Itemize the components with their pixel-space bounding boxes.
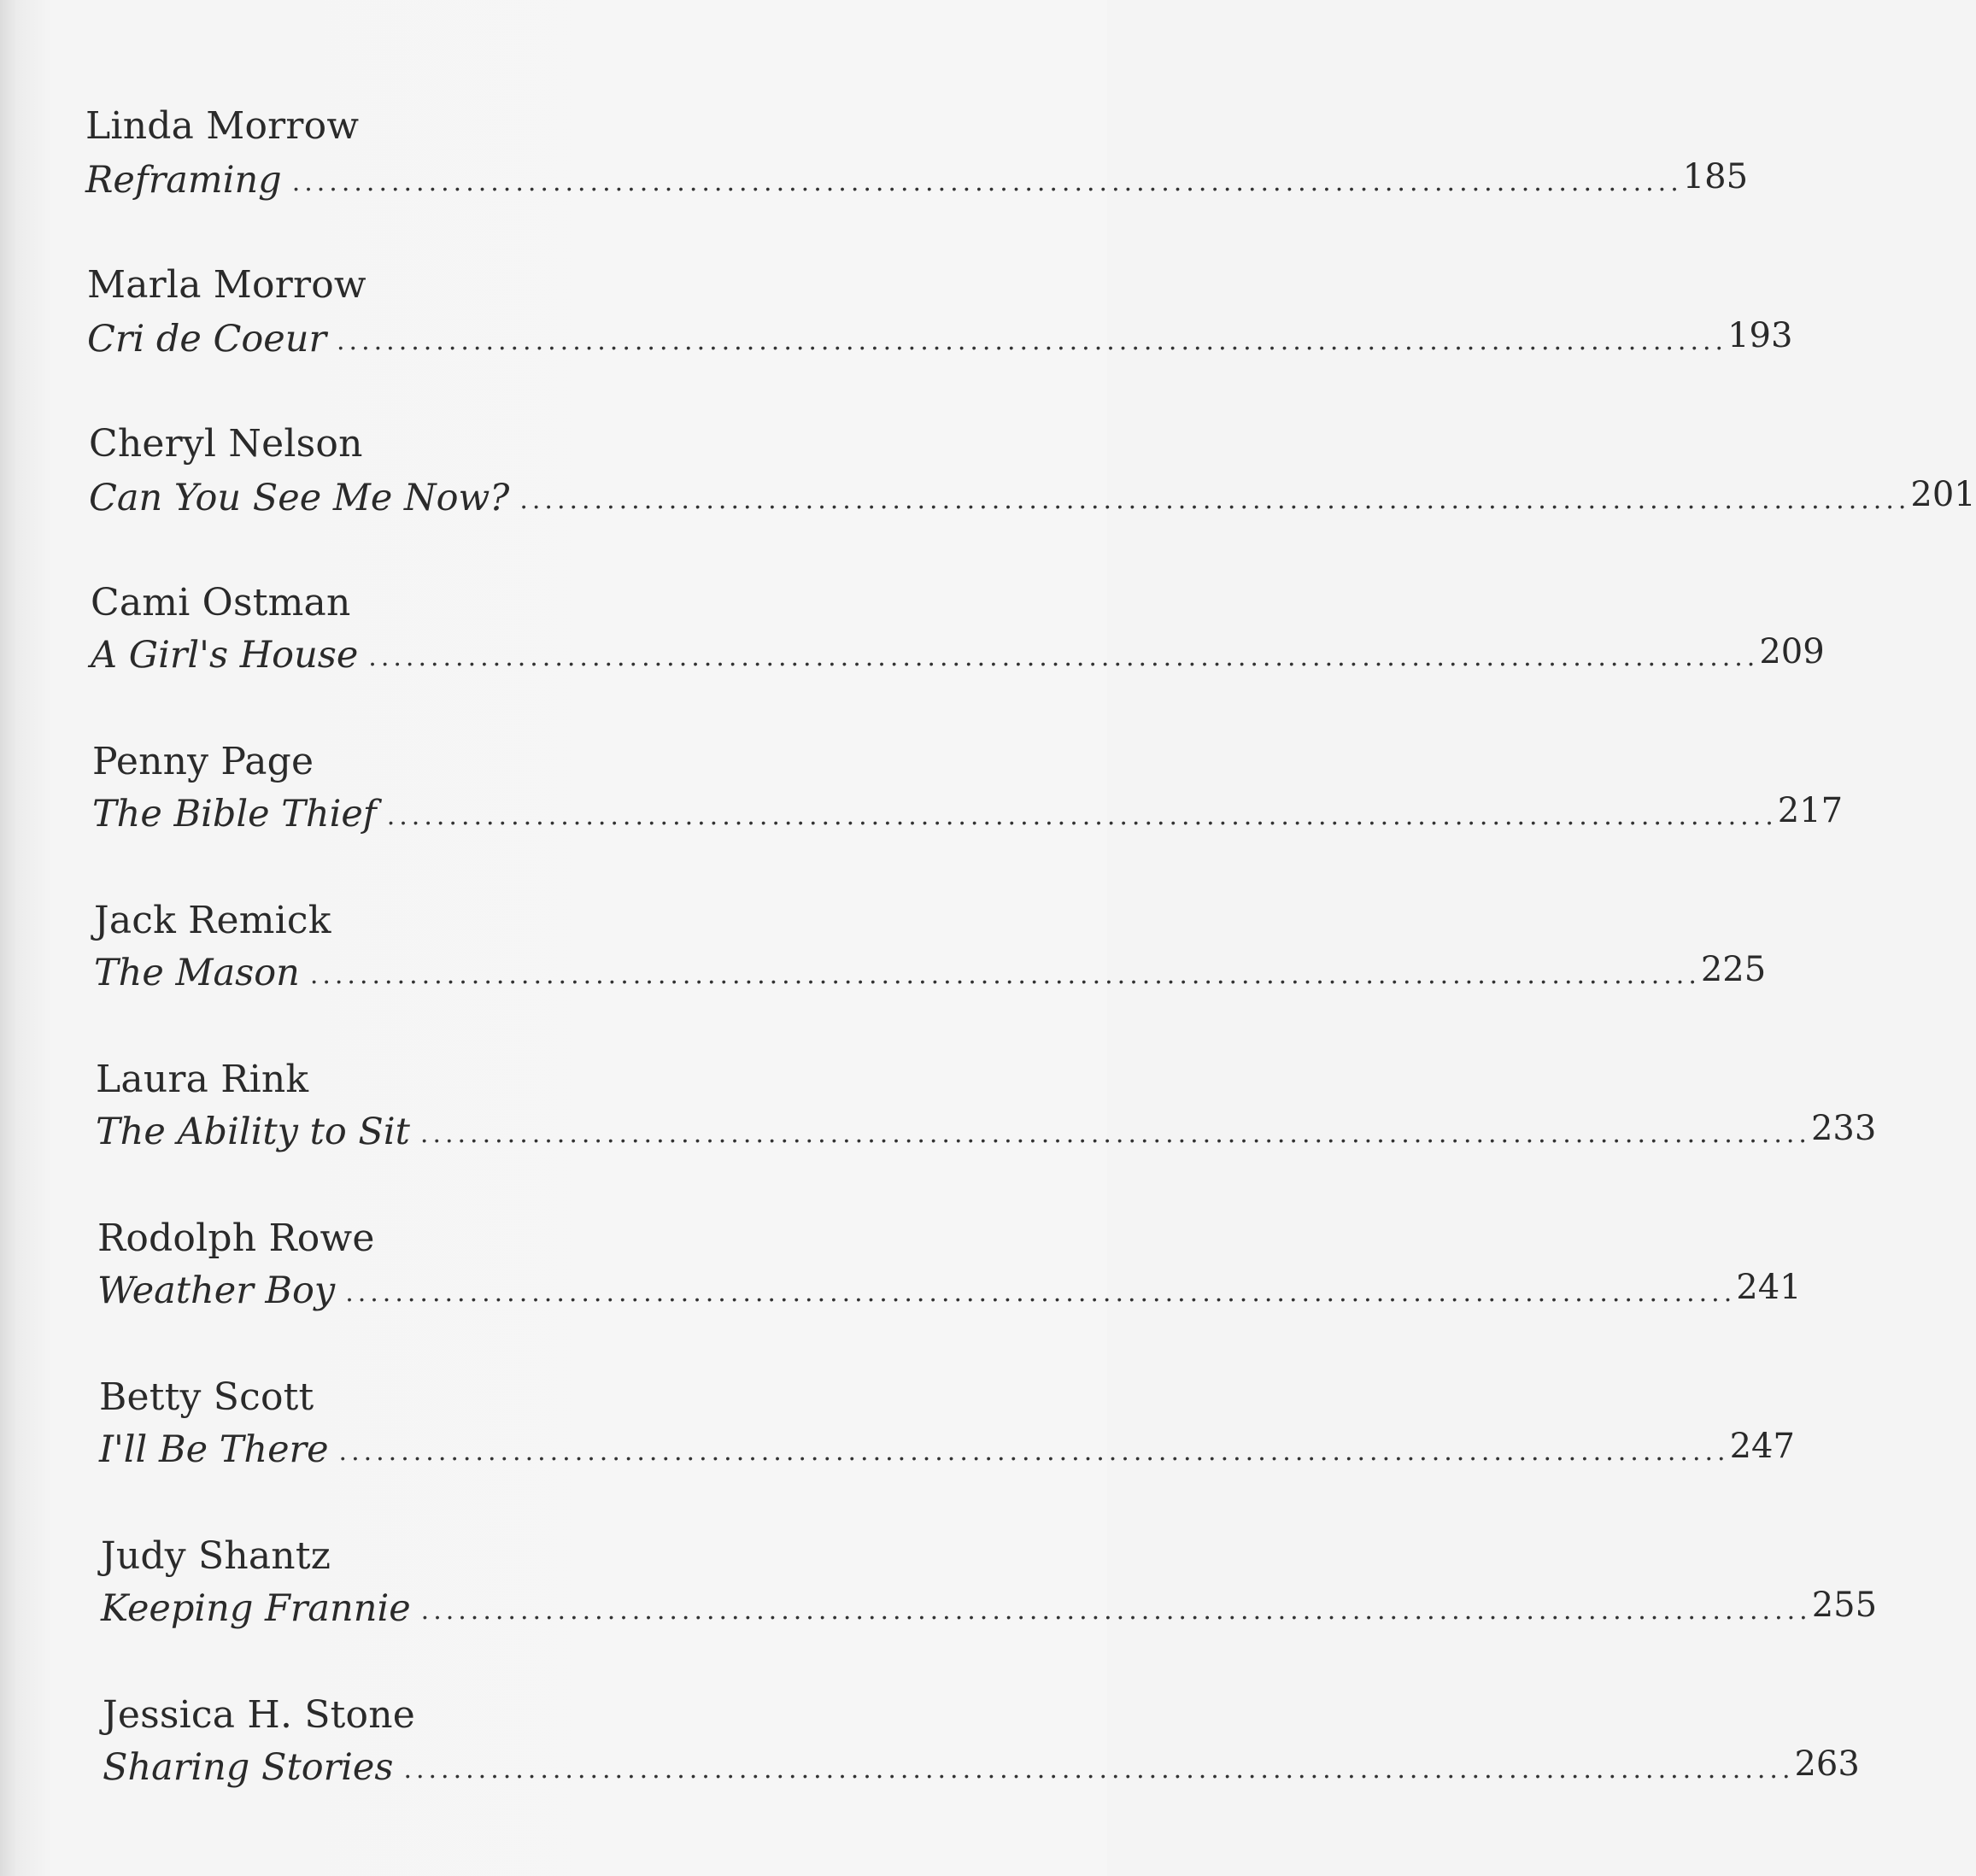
toc-entry bbox=[85, 1056, 1877, 1184]
story-title: Can You See Me Now? bbox=[89, 477, 510, 519]
title-line bbox=[89, 472, 1976, 521]
story-title: Sharing Stories bbox=[103, 1746, 394, 1789]
toc-entry bbox=[85, 1533, 1878, 1661]
toc-entry bbox=[85, 1215, 1802, 1343]
author-name: Linda Morrow bbox=[85, 104, 360, 148]
story-title: Cri de Coeur bbox=[87, 318, 327, 361]
author-name: Judy Shantz bbox=[101, 1534, 331, 1578]
author-name: Betty Scott bbox=[99, 1375, 314, 1419]
toc-entry bbox=[85, 1374, 1795, 1502]
toc-entry bbox=[85, 103, 1749, 231]
dot-leader: ................................................................................................................ bbox=[419, 1119, 1811, 1149]
toc-entry bbox=[85, 579, 1825, 707]
story-title: Weather Boy bbox=[97, 1269, 336, 1312]
title-line bbox=[97, 1264, 1802, 1314]
dot-leader: ................................................................................................................ bbox=[291, 167, 1683, 197]
toc-entry bbox=[85, 897, 1767, 1025]
page-number: 255 bbox=[1811, 1586, 1878, 1625]
page-number: 201 bbox=[1910, 475, 1976, 514]
dot-leader: ................................................................................................................ bbox=[345, 1278, 1737, 1308]
dot-leader: ................................................................................................................ bbox=[368, 642, 1760, 672]
dot-leader: ................................................................................................................ bbox=[309, 960, 1701, 990]
title-line bbox=[92, 788, 1844, 837]
title-line bbox=[94, 947, 1767, 996]
story-title: I'll Be There bbox=[99, 1428, 329, 1471]
toc-entry bbox=[85, 420, 1976, 548]
page-number: 185 bbox=[1682, 157, 1749, 196]
title-line bbox=[103, 1741, 1860, 1791]
toc-entry bbox=[85, 738, 1844, 866]
page-number: 193 bbox=[1727, 316, 1793, 355]
dot-leader: ................................................................................................................ bbox=[519, 485, 1911, 515]
page-number: 241 bbox=[1736, 1268, 1802, 1307]
title-line bbox=[99, 1423, 1795, 1473]
dot-leader: ................................................................................................................ bbox=[420, 1596, 1812, 1626]
dot-leader: ................................................................................................................ bbox=[403, 1755, 1795, 1785]
story-title: Reframing bbox=[85, 159, 282, 202]
page-number: 209 bbox=[1759, 632, 1825, 671]
author-name: Penny Page bbox=[92, 740, 314, 783]
story-title: Keeping Frannie bbox=[101, 1587, 411, 1630]
page-number: 263 bbox=[1794, 1744, 1860, 1784]
title-line bbox=[96, 1105, 1877, 1155]
title-line bbox=[91, 629, 1825, 678]
author-name: Marla Morrow bbox=[87, 263, 366, 307]
page-number: 247 bbox=[1729, 1427, 1795, 1466]
author-name: Cami Ostman bbox=[91, 581, 351, 624]
page-number: 233 bbox=[1810, 1109, 1877, 1148]
page-number: 217 bbox=[1777, 791, 1844, 830]
story-title: The Ability to Sit bbox=[96, 1111, 410, 1153]
title-line bbox=[85, 154, 1749, 203]
title-line bbox=[87, 313, 1793, 362]
toc-entry bbox=[85, 1691, 1860, 1820]
page-number: 225 bbox=[1700, 950, 1767, 989]
author-name: Jessica H. Stone bbox=[103, 1693, 416, 1737]
author-name: Cheryl Nelson bbox=[89, 422, 363, 466]
author-name: Jack Remick bbox=[94, 899, 331, 942]
author-name: Rodolph Rowe bbox=[97, 1216, 375, 1260]
story-title: A Girl's House bbox=[91, 634, 359, 677]
story-title: The Mason bbox=[94, 952, 300, 994]
toc-entry bbox=[85, 261, 1793, 390]
title-line bbox=[101, 1582, 1878, 1632]
author-name: Laura Rink bbox=[96, 1058, 309, 1101]
dot-leader: ................................................................................................................ bbox=[338, 1437, 1730, 1467]
story-title: The Bible Thief bbox=[92, 793, 377, 835]
dot-leader: ................................................................................................................ bbox=[386, 801, 1778, 831]
dot-leader: ................................................................................................................ bbox=[337, 326, 1728, 356]
